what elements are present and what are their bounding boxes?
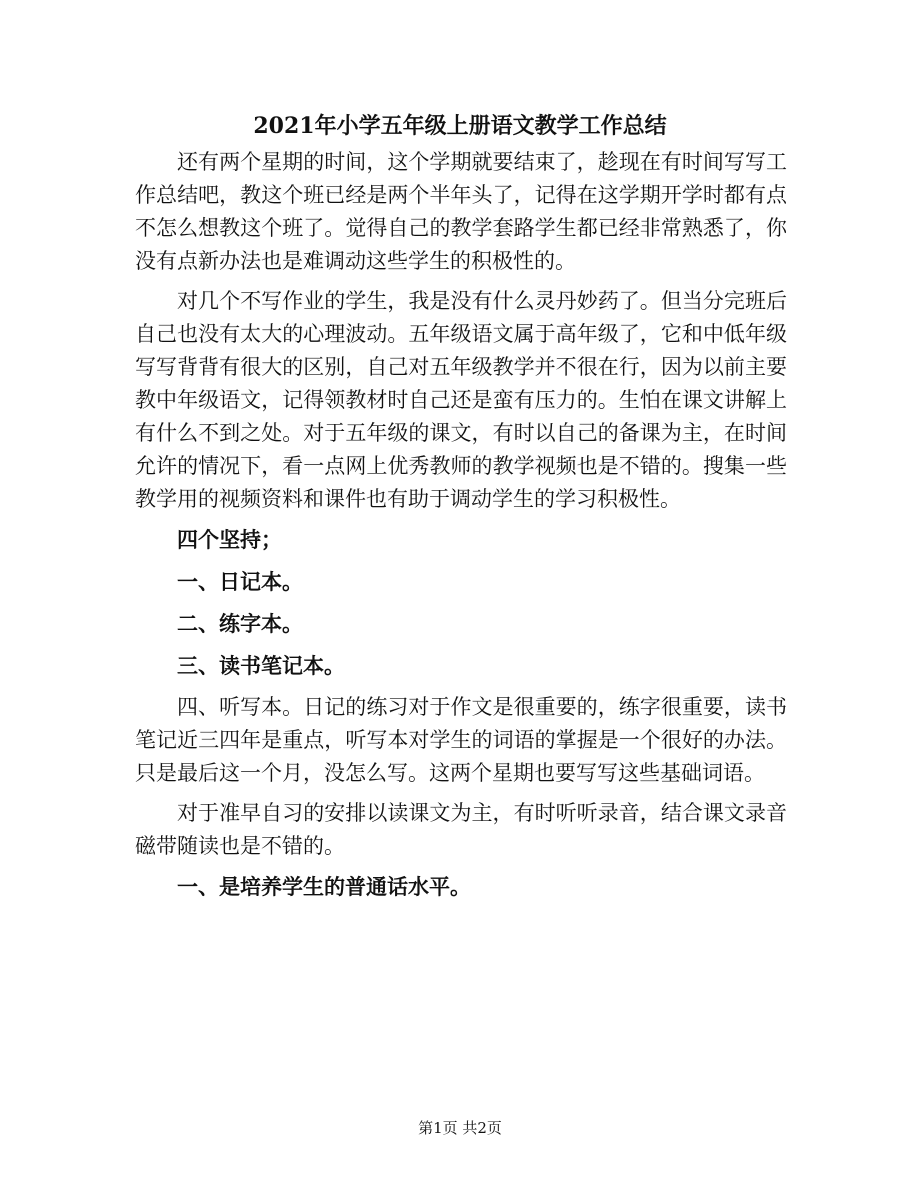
section-heading: 一、是培养学生的普通话水平。 bbox=[177, 874, 471, 899]
paragraph: 对几个不写作业的学生，我是没有什么灵丹妙药了。但当分完班后自己也没有太大的心理波动。五年级语文属于高年级了，它和中低年级写写背背有很大的区别，自己对五年级教学并不很在行，因为以前主要教中年级语文，记得领教材时自己还是蛮有压力的。生怕在课文讲解上有什么不到之处。对于五年级的课文，有时以自己的备课为主，在时间允许的情况下，看一点网上优秀教师的教学视频也是不错的。搜集一些教学用的视频资料和课件也有助于调动学生的学习积极性。 bbox=[135, 289, 787, 511]
section-heading: 四个坚持； bbox=[177, 527, 282, 552]
page-number: 第1页 共2页 bbox=[418, 1119, 502, 1137]
list-item: 二、练字本。 bbox=[177, 611, 303, 636]
page-title: 2021年小学五年级上册语文教学工作总结 bbox=[253, 113, 667, 139]
list-item: 一、日记本。 bbox=[177, 569, 303, 594]
paragraph: 对于准早自习的安排以读课文为主，有时听听录音，结合课文录音磁带随读也是不错的。 bbox=[135, 801, 787, 858]
document-body bbox=[135, 146, 787, 912]
paragraph: 四、听写本。日记的练习对于作文是很重要的，练字很重要，读书笔记近三四年是重点，听写本对学生的词语的掌握是一个很好的办法。只是最后这一个月，没怎么写。这两个星期也要写写这些基础词语。 bbox=[135, 695, 787, 785]
list-item: 三、读书笔记本。 bbox=[177, 653, 345, 678]
paragraph: 还有两个星期的时间，这个学期就要结束了，趁现在有时间写写工作总结吧，教这个班已经是两个半年头了，记得在这学期开学时都有点不怎么想教这个班了。觉得自己的教学套路学生都已经非常熟悉了，你没有点新办法也是难调动这些学生的积极性的。 bbox=[135, 150, 787, 273]
